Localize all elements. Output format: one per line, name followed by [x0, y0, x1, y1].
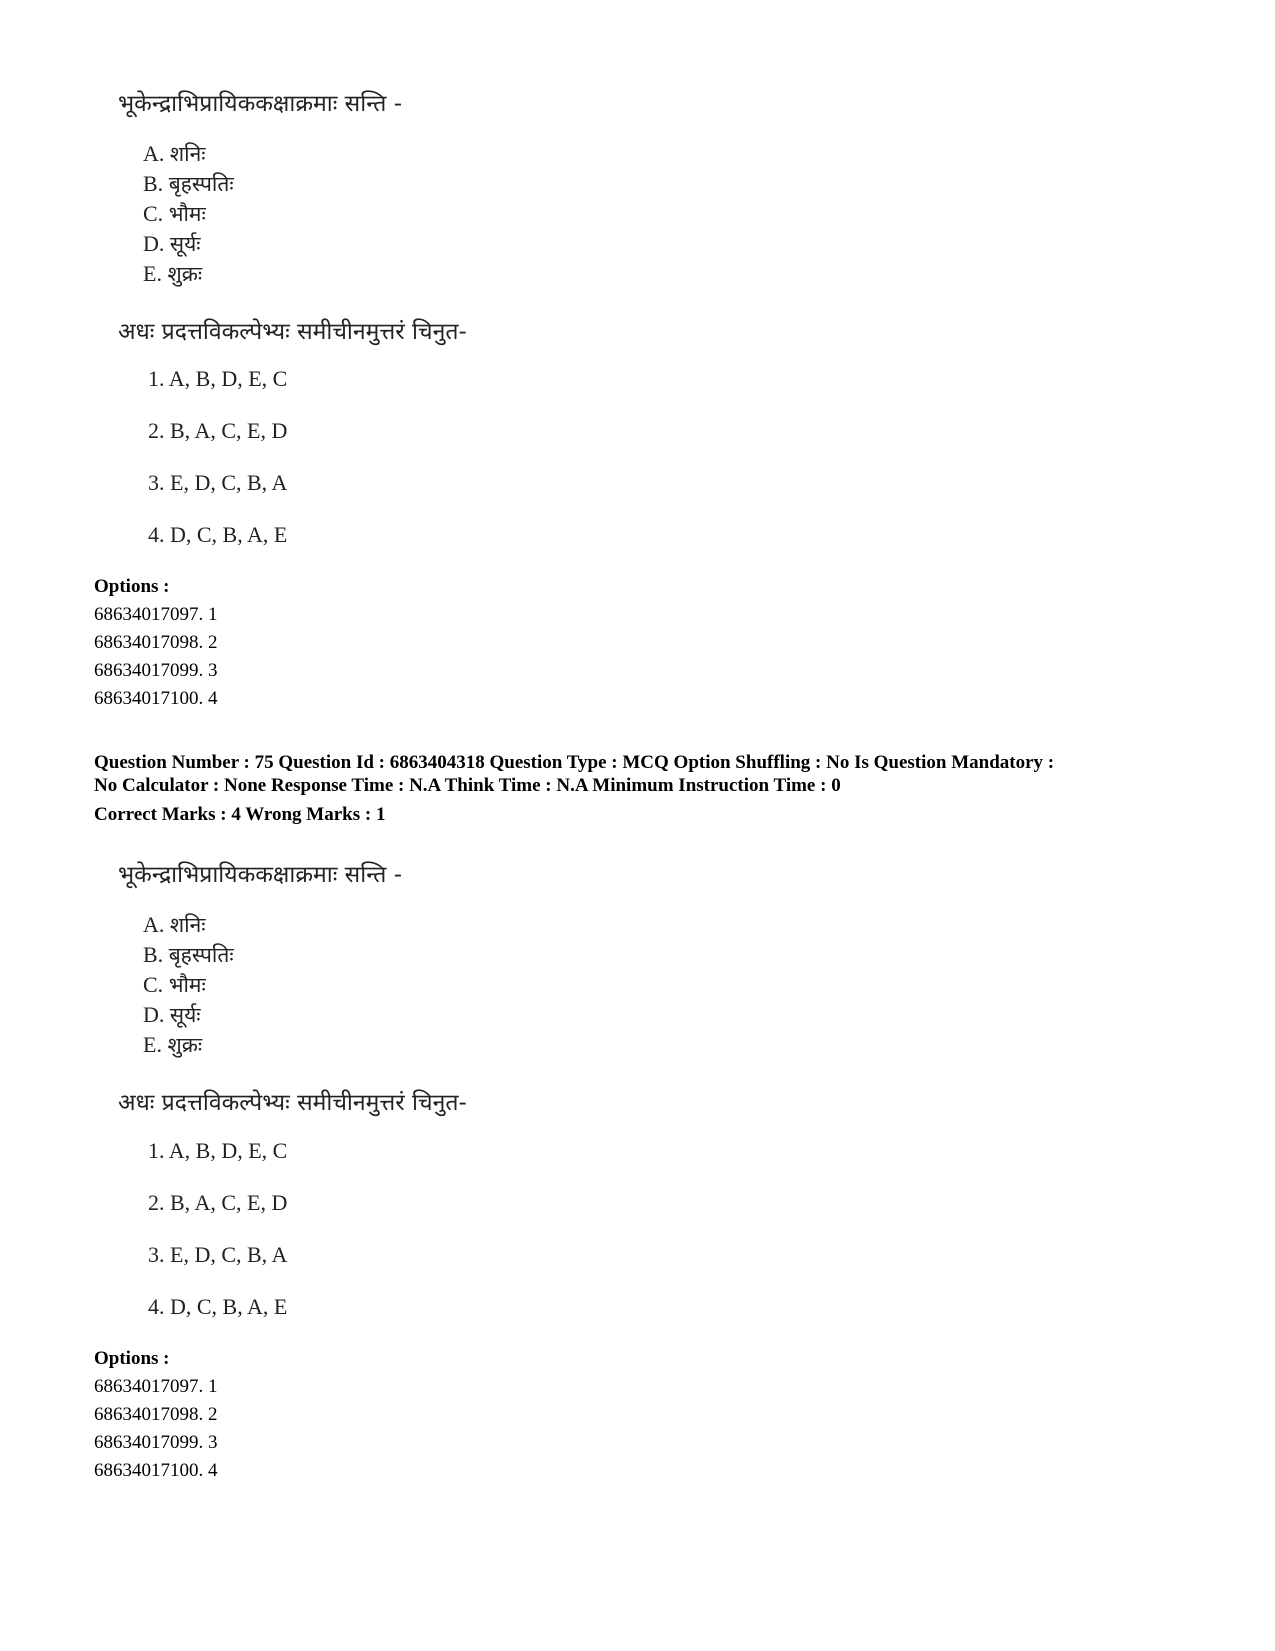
- statement-label: E.: [143, 261, 162, 286]
- statement-item: [143, 200, 206, 228]
- statement-item: [143, 170, 234, 198]
- option-line: 68634017098. 2: [94, 1404, 218, 1425]
- question-meta-line: No Calculator : None Response Time : N.A Think Time : N.A Minimum Instruction Time : 0: [94, 775, 841, 796]
- statement-text: बृहस्पतिः: [168, 943, 234, 967]
- statement-text: शनिः: [169, 913, 206, 937]
- statement-text: शनिः: [169, 142, 206, 166]
- statement-label: D.: [143, 231, 165, 256]
- option-line: 68634017097. 1: [94, 604, 218, 625]
- option-line: 68634017100. 4: [94, 688, 218, 709]
- question-stem: भूकेन्द्राभिप्रायिककक्षाक्रमाः सन्ति -: [118, 862, 402, 888]
- question-stem: भूकेन्द्राभिप्रायिककक्षाक्रमाः सन्ति -: [118, 91, 402, 117]
- option-line: 68634017098. 2: [94, 632, 218, 653]
- question-marks: Correct Marks : 4 Wrong Marks : 1: [94, 804, 386, 825]
- statement-label: C.: [143, 201, 164, 226]
- statement-item: [143, 1031, 202, 1059]
- statement-item: [143, 1001, 201, 1029]
- option-line: 68634017099. 3: [94, 1432, 218, 1453]
- statement-text: शुक्रः: [167, 1033, 203, 1057]
- answer-choice: 3. E, D, C, B, A: [148, 470, 288, 495]
- statement-label: A.: [143, 912, 165, 937]
- question-instruction: अधः प्रदत्तविकल्पेभ्यः समीचीनमुत्तरं चिनुत-: [118, 319, 467, 345]
- statement-label: B.: [143, 942, 164, 967]
- statement-item: [143, 971, 206, 999]
- answer-choice: 4. D, C, B, A, E: [148, 522, 288, 547]
- option-line: 68634017100. 4: [94, 1460, 218, 1481]
- answer-choice: 1. A, B, D, E, C: [148, 1138, 288, 1163]
- answer-choice: 4. D, C, B, A, E: [148, 1294, 288, 1319]
- question-meta: [94, 751, 1214, 797]
- answer-choice: 2. B, A, C, E, D: [148, 1190, 288, 1215]
- question-instruction: अधः प्रदत्तविकल्पेभ्यः समीचीनमुत्तरं चिनुत-: [118, 1090, 467, 1116]
- answer-choice: 2. B, A, C, E, D: [148, 418, 288, 443]
- answer-choice: 1. A, B, D, E, C: [148, 366, 288, 391]
- answer-choice: 3. E, D, C, B, A: [148, 1242, 288, 1267]
- statement-text: भौमः: [168, 202, 206, 226]
- statement-text: सूर्यः: [169, 232, 201, 256]
- statement-item: [143, 941, 234, 969]
- statement-label: B.: [143, 171, 164, 196]
- option-line: 68634017097. 1: [94, 1376, 218, 1397]
- statement-text: शुक्रः: [167, 262, 203, 286]
- question-meta-line: Question Number : 75 Question Id : 6863404318 Question Type : MCQ Option Shuffling : No Is Question Mandatory :: [94, 752, 1055, 773]
- statement-label: E.: [143, 1032, 162, 1057]
- statement-text: बृहस्पतिः: [168, 172, 234, 196]
- options-heading: Options :: [94, 576, 170, 597]
- option-line: 68634017099. 3: [94, 660, 218, 681]
- statement-label: C.: [143, 972, 164, 997]
- statement-item: [143, 140, 206, 168]
- options-heading: Options :: [94, 1348, 170, 1369]
- statement-item: [143, 260, 202, 288]
- statement-item: [143, 230, 201, 258]
- statement-text: सूर्यः: [169, 1003, 201, 1027]
- statement-item: [143, 911, 206, 939]
- statement-text: भौमः: [168, 973, 206, 997]
- statement-label: D.: [143, 1002, 165, 1027]
- statement-label: A.: [143, 141, 165, 166]
